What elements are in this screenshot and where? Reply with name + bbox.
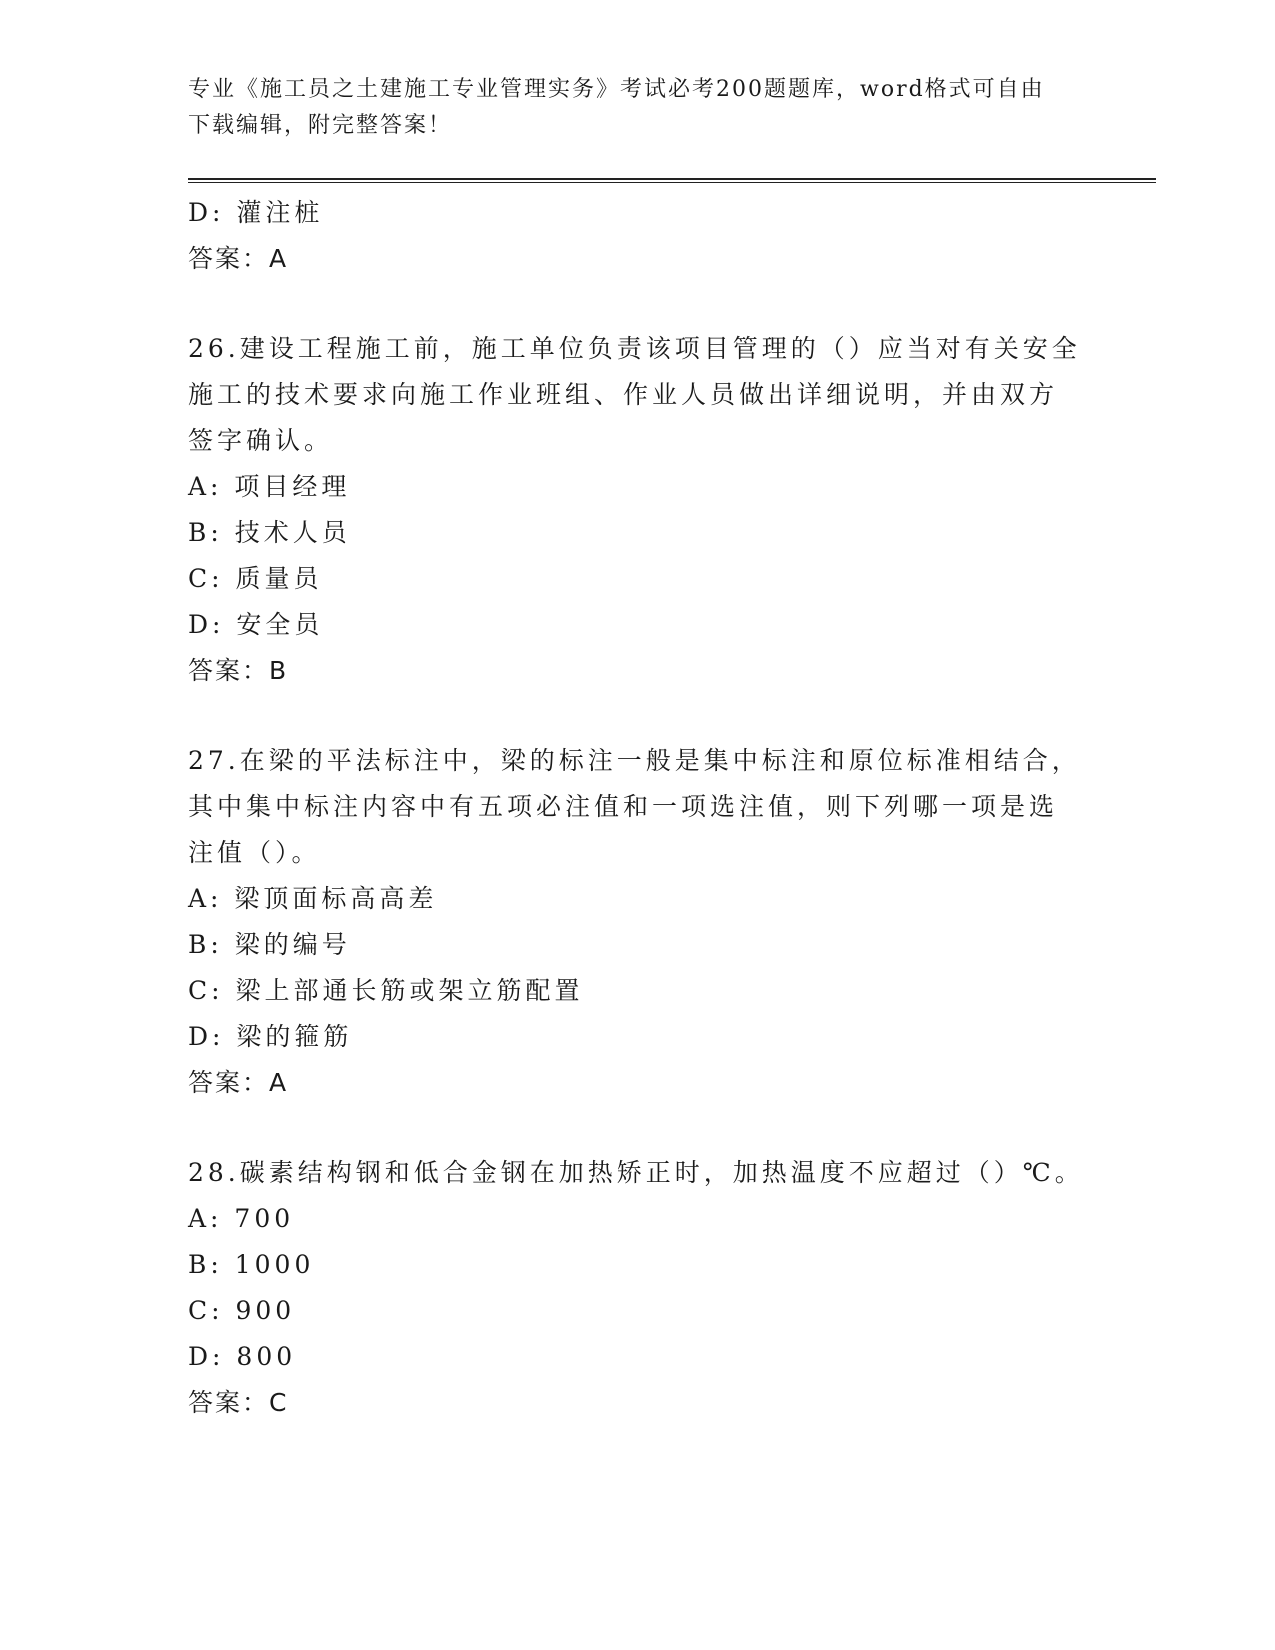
option-d: D: 800 — [188, 1342, 297, 1371]
header-divider — [188, 178, 1156, 183]
stem-line: 28.碳素结构钢和低合金钢在加热矫正时，加热温度不应超过（）℃。 — [188, 1158, 1084, 1187]
carryover-answer: 答案：A — [188, 244, 289, 273]
document-header — [188, 72, 1088, 144]
answer: 答案：B — [188, 656, 289, 685]
question-stem — [188, 1150, 1088, 1196]
question-26 — [188, 326, 1088, 694]
option-c: C: 质量员 — [188, 564, 323, 593]
stem-line: 施工的技术要求向施工作业班组、作业人员做出详细说明，并由双方 — [188, 380, 1059, 409]
stem-line: 注值（）。 — [188, 838, 321, 867]
option-c: C: 900 — [188, 1296, 296, 1325]
question-content — [188, 190, 1088, 1426]
question-stem — [188, 326, 1088, 464]
option-b: B: 技术人员 — [188, 518, 351, 547]
option-a: A: 700 — [188, 1204, 295, 1233]
option-a: A: 梁顶面标高高差 — [188, 884, 438, 913]
option-b: B: 1000 — [188, 1250, 315, 1279]
answer: 答案：C — [188, 1388, 289, 1417]
option-d: D: 梁的箍筋 — [188, 1022, 353, 1051]
option-d: D: 安全员 — [188, 610, 324, 639]
question-stem — [188, 738, 1088, 876]
carryover-option-d: D: 灌注桩 — [188, 198, 324, 227]
answer: 答案：A — [188, 1068, 289, 1097]
stem-line: 签字确认。 — [188, 426, 334, 455]
question-27 — [188, 738, 1088, 1106]
option-a: A: 项目经理 — [188, 472, 351, 501]
stem-line: 26.建设工程施工前，施工单位负责该项目管理的（）应当对有关安全 — [188, 334, 1081, 363]
option-c: C: 梁上部通长筋或架立筋配置 — [188, 976, 584, 1005]
stem-line: 27.在梁的平法标注中，梁的标注一般是集中标注和原位标准相结合， — [188, 746, 1081, 775]
question-28 — [188, 1150, 1088, 1426]
option-b: B: 梁的编号 — [188, 930, 351, 959]
stem-line: 其中集中标注内容中有五项必注值和一项选注值，则下列哪一项是选 — [188, 792, 1059, 821]
header-line-1: 专业《施工员之土建施工专业管理实务》考试必考200题题库，word格式可自由 — [188, 77, 1045, 102]
header-line-2: 下载编辑，附完整答案！ — [188, 113, 453, 138]
